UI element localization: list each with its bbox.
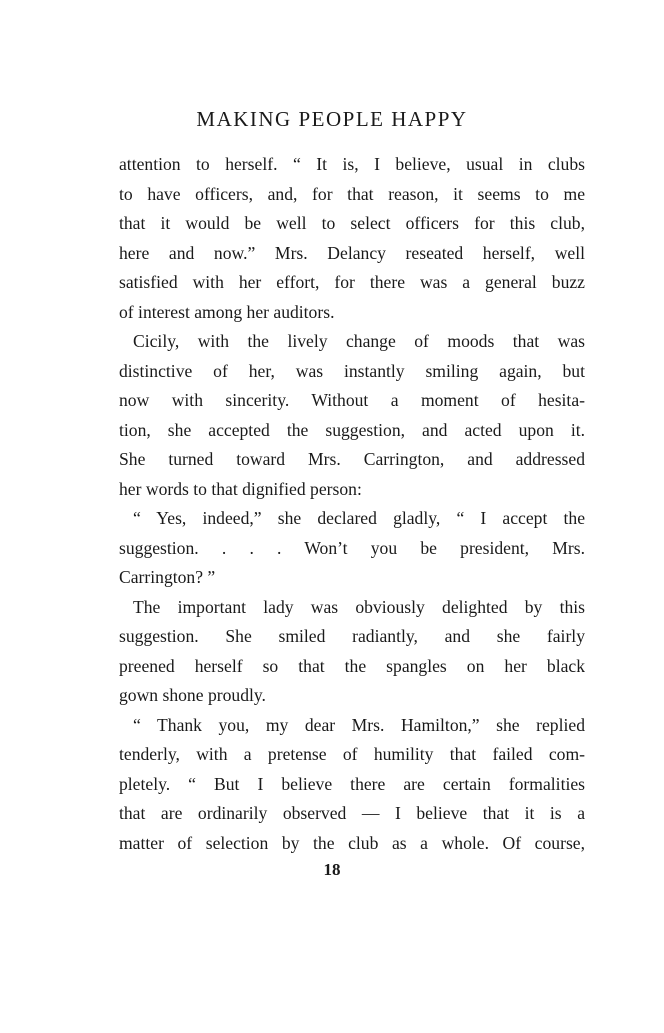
body-text: [119, 150, 585, 858]
text-line: her words to that dignified person:: [119, 478, 362, 499]
text-line: preened herself so that the spangles on her black: [119, 655, 585, 676]
text-line: to have officers, and, for that reason, it seems to me: [119, 183, 585, 204]
page-number: 18: [323, 860, 341, 879]
text-line: The important lady was obviously delighted by this: [133, 596, 585, 617]
text-line: of interest among her auditors.: [119, 301, 335, 322]
text-line: attention to herself. “ It is, I believe, usual in clubs: [119, 154, 585, 174]
text-line: satisfied with her effort, for there was a general buzz: [119, 272, 585, 292]
text-line: suggestion. . . . Won’t you be president, Mrs.: [119, 537, 585, 558]
text-line: Cicily, with the lively change of moods that was: [133, 331, 585, 351]
text-line: Carrington? ”: [119, 567, 216, 587]
text-line: tion, she accepted the suggestion, and acted upon it.: [119, 419, 585, 440]
text-line: suggestion. She smiled radiantly, and she fairly: [119, 626, 585, 646]
text-line: pletely. “ But I believe there are certain formalities: [119, 773, 585, 794]
text-line: tenderly, with a pretense of humility that failed com-: [119, 744, 585, 764]
text-line: distinctive of her, was instantly smiling again, but: [119, 360, 585, 381]
text-line: that it would be well to select officers for this club,: [119, 213, 585, 233]
text-line: She turned toward Mrs. Carrington, and addressed: [119, 449, 585, 469]
text-line: matter of selection by the club as a whole. Of course,: [119, 832, 585, 853]
text-line: here and now.” Mrs. Delancy reseated herself, well: [119, 242, 585, 263]
text-line: now with sincerity. Without a moment of hesita-: [119, 390, 585, 410]
text-line: “ Yes, indeed,” she declared gladly, “ I accept the: [133, 508, 585, 528]
text-line: “ Thank you, my dear Mrs. Hamilton,” she replied: [133, 714, 585, 735]
text-line: that are ordinarily observed — I believe that it is a: [119, 803, 585, 823]
text-line: gown shone proudly.: [119, 685, 266, 705]
running-head: MAKING PEOPLE HAPPY: [196, 107, 468, 131]
